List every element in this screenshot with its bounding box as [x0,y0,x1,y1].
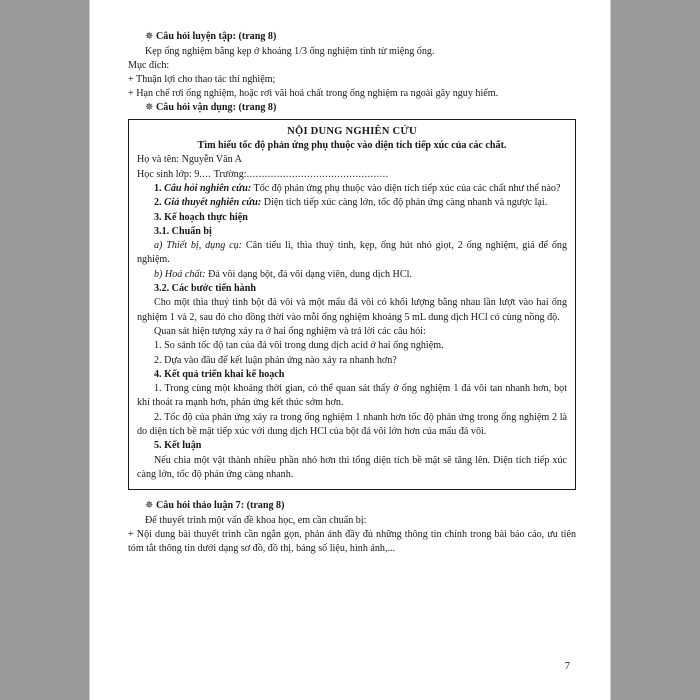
paragraph: Để thuyết trình một vấn đề khoa học, em cần chuẩn bị: [145,514,367,526]
heading-label: Câu hỏi thảo luận 7: [156,500,245,512]
paragraph: Mục đích: [128,59,170,71]
field-label-school: Trường: [213,168,247,180]
item-label: Kế hoạch thực hiện [164,211,248,223]
item-hypothesis [137,196,567,210]
research-content-box [128,119,576,490]
item-number: 1. [154,183,165,194]
dots-class: .... [199,168,212,180]
heading-note: (trang 8) [238,102,277,114]
heading-note: (trang 8) [238,31,277,42]
result-paragraph: 1. Trong cùng một khoảng thời gian, có thể quan sát thấy ở ống nghiệm 1 đá vôi tan nhanh hơn, bọt khí thoát ra mạnh hơn, phản ứng kết thúc sớm hơn. [137,383,567,409]
item-plan [137,211,567,225]
star-icon: ✵ [145,500,154,512]
question-heading-apply [128,101,576,116]
document-page [90,0,610,700]
heading-label: Câu hỏi vận dụng: [156,102,236,114]
dots-school: ............................................... [246,168,389,180]
field-label-name: Họ và tên: [137,154,180,166]
paragraph: Kẹp ống nghiệm bằng kẹp ở khoảng 1/3 ống nghiệm tính từ miệng ống. [145,45,435,57]
item-number: 3. [154,211,165,223]
item-number: 5. [154,440,165,452]
step-paragraph: Cho một thìa thuỷ tinh bột đá vôi và một mẩu đá vôi có khối lượng bằng nhau lần lượt vào hai ống nghiệm 1 và 2, sau đó cho đồng thời vào mỗi ống nghiệm khoảng 5 mL dung dịch HCl có cùng nồng độ. [137,297,567,323]
step-paragraph: Quan sát hiện tượng xảy ra ở hai ống nghiệm và trả lời các câu hỏi: [154,325,426,337]
paragraph: + Nội dung bài thuyết trình cần ngắn gọn, phản ánh đầy đủ những thông tin chính trong bài báo cáo, ưu tiên tóm tắt thông tin dưới dạng sơ đồ, đồ thị, bảng số liệu, hình ảnh,... [128,529,576,555]
item-label: Giả thuyết nghiên cứu: [164,197,262,209]
paragraph: + Hạn chế rơi ống nghiệm, hoặc rơi vãi hoá chất trong ống nghiệm ra ngoài gây nguy hiểm. [128,88,499,100]
heading-note: (trang 8) [246,500,285,512]
question-heading-discussion [128,499,576,514]
item-label: Kết quả triển khai kế hoạch [164,368,285,380]
step-question: 2. Dựa vào đâu để kết luận phản ứng nào xảy ra nhanh hơn? [154,354,397,366]
item-number: 3.2. [154,283,172,295]
item-preparation [137,225,567,239]
item-results-heading [137,368,567,382]
field-label-class: Học sinh lớp: 9 [137,168,200,180]
item-text: Diện tích tiếp xúc càng lớn, tốc độ phản ứng càng nhanh và ngược lại. [261,197,548,209]
item-number: 3.1. [154,225,172,237]
result-paragraph: 2. Tốc độ của phản ứng xảy ra trong ống nghiệm 1 nhanh hơn tốc độ phản ứng trong ống nghiệm 2 là do diện tích bề mặt tiếp xúc với dung dịch HCl của bột đá vôi lớn hơn của mẩu đá vôi. [137,411,567,438]
item-number: 4. [154,368,165,380]
field-class-row [137,168,567,182]
prep-lead: a) Thiết bị, dụng cụ: [154,240,243,252]
heading-label: Câu hỏi luyện tập: [156,31,236,42]
prep-text: Đá vôi dạng bột, đá vôi dạng viên, dung dịch HCl. [205,268,412,280]
field-value-name: Nguyễn Văn A [181,154,242,166]
item-label: Các bước tiến hành [171,283,256,295]
bottom-section [128,499,576,556]
prep-text: Cân tiểu li, thìa thuỷ tinh, kẹp, ống hút nhỏ giọt, 2 ống nghiệm, giá để ống nghiệm. [137,240,568,266]
item-text: Tốc độ phản ứng phụ thuộc vào diện tích tiếp xúc của các chất như thế nào? [251,183,561,194]
question-heading-practice [128,30,576,45]
prep-equipment [137,239,567,268]
paragraph: + Thuận lợi cho thao tác thí nghiệm; [128,74,276,85]
item-steps-heading [137,282,567,296]
step-question: 1. So sánh tốc độ tan của đá vôi trong dung dịch acid ở hai ống nghiệm. [154,340,444,352]
item-number: 2. [154,197,165,209]
prep-lead: b) Hoá chất: [154,268,206,280]
page-number: 7 [564,661,570,672]
star-icon: ✵ [145,102,154,114]
item-conclusion-heading [137,439,567,453]
star-icon: ✵ [145,31,154,42]
item-label: Chuẩn bị [171,225,212,237]
box-subtitle: Tìm hiểu tốc độ phản ứng phụ thuộc vào diện tích tiếp xúc của các chất. [197,140,507,151]
top-section [128,30,576,116]
conclusion-paragraph: Nếu chia một vật thành nhiều phần nhỏ hơn thì tổng diện tích bề mặt sẽ tăng lên. Diện tích tiếp xúc càng lớn, tốc độ phản ứng càng nhanh. [137,454,567,480]
box-title: NỘI DUNG NGHIÊN CỨU [287,126,417,137]
page-content [90,0,610,700]
item-label: Câu hỏi nghiên cứu: [164,183,252,194]
field-name-row [137,153,567,167]
item-label: Kết luận [164,440,202,452]
prep-chemicals [137,268,567,282]
item-research-question [137,182,567,196]
